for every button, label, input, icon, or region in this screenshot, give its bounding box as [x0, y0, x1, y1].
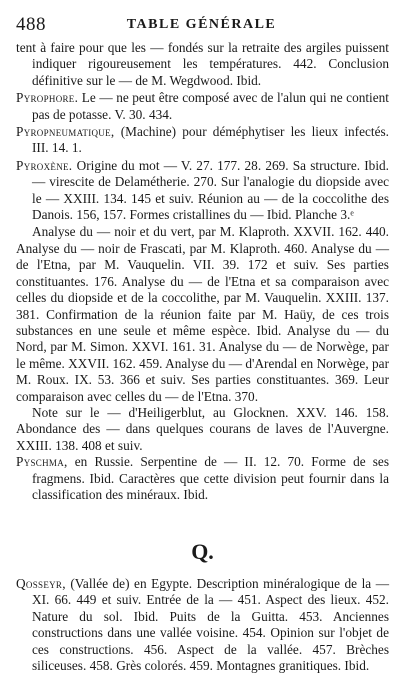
- entry-text: Origine du mot — V. 27. 177. 28. 269. Sa structure. Ibid. — virescite de Delamétherie. 270. Sur l'analogie du diopside avec le — XXIII. 134. 145 et suiv. Réunion au — de la coccolithe des Danois. 156, 157. Formes cristallines du — Ibid. Planche 3.ᵉ: [32, 157, 389, 223]
- index-entry-qosseyr: [16, 576, 389, 674]
- entry-text: (Vallée de) en Egypte. Description minéralogique de la — XI. 66. 449 et suiv. Entrée de la — 451. Aspect des lieux. 452. Nature du sol. Ibid. Puits de la Guitta. 453. Anciennes constructions dans une vallée voisine. 454. Opinion sur l'objet de ces constructions. 456. Aspect de la vallée. 457. Brèches siliceuses. 458. Grès colorés. 459. Montagnes granitiques. Ibid.: [32, 576, 389, 674]
- index-subentry-note: [16, 405, 389, 454]
- entry-text: (Machine) pour déméphytiser les lieux infectés. III. 14. 1.: [32, 124, 389, 156]
- entry-headword: Qosseyr,: [16, 576, 66, 591]
- index-entry-continued: [16, 40, 389, 89]
- index-entry-pyropneumatique: [16, 124, 389, 157]
- entry-text: Analyse du — noir et du vert, par M. Klaproth. XXVII. 162. 440. Analyse du — noir de Frascati, par M. Klaproth. 460. Analyse du — de l'Etna, par M. Vauquelin. VII. 39. 172 et suiv. Ses parties constituantes. 176. Analyse du — de l'Etna et sa comparaison avec celles du diopside et de la coccolithe, par M. Vauquelin. XXIII. 137. 381. Confirmation de la réunion faite par M. Haüy, de ces trois substances en une seule et même espèce. Ibid. Analyse du — du Nord, par M. Simon. XXVI. 161. 31. Analyse du — de Norwège, par le même. XXVII. 162. 459. Analyse du — d'Arendal en Norwège, par M. Roux. IX. 53. 366 et suiv. Ses parties constituantes. 369. Leur comparaison avec celles du — de l'Etna. 370.: [16, 224, 389, 404]
- entry-headword: Pyschma,: [16, 454, 68, 470]
- running-head: TABLE GÉNÉRALE: [126, 17, 277, 32]
- page-number: 488: [16, 14, 46, 35]
- index-subentry-analyses: [16, 224, 389, 404]
- section-letter: Q.: [191, 539, 214, 564]
- entry-text: tent à faire pour que les — fondés sur la retraite des argiles puissent indiquer rigoureusement les températures. 442. Conclusion définitive sur le — de M. Wegdwood. Ibid.: [16, 40, 389, 88]
- page-header: [16, 14, 387, 36]
- index-entry-pyroxene: [16, 158, 389, 224]
- entry-headword: Pyroxène.: [16, 157, 73, 173]
- entry-text: Le — ne peut être composé avec de l'alun qui ne contient pas de potasse. V. 30. 434.: [32, 90, 389, 122]
- entry-text: en Russie. Serpentine de — II. 12. 70. Forme de ses fragmens. Ibid. Caractères que cette division peut fournir dans la classification des minéraux. Ibid.: [32, 454, 389, 502]
- entry-headword: Pyropneumatique,: [16, 124, 115, 140]
- index-entry-pyschma: [16, 454, 389, 503]
- entry-text: Note sur le — d'Heiligerblut, au Glocknen. XXV. 146. 158. Abondance des — dans quelques courans de laves de l'Auvergne. XXIII. 138. 408 et suiv.: [16, 404, 389, 453]
- index-entries: [16, 40, 389, 504]
- index-entry-pyrophore: [16, 90, 389, 123]
- entry-headword: Pyrophore.: [16, 90, 79, 106]
- index-entries-q: [16, 576, 389, 675]
